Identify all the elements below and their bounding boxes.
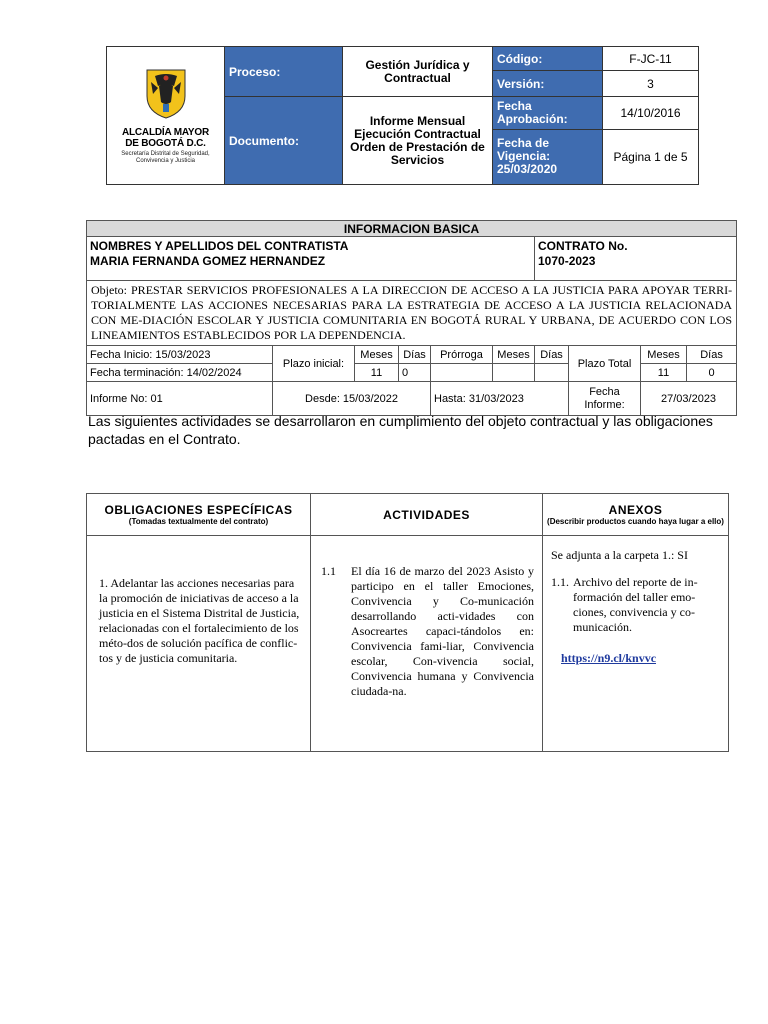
anexo-1-text: Archivo del reporte de in-formación del taller emo-ciones, convivencia y co-municación.: [573, 575, 698, 634]
obligaciones-subtitle: (Tomadas textualmente del contrato): [128, 517, 269, 526]
version-value: 3: [603, 71, 699, 97]
fecha-terminacion: Fecha terminación: 14/02/2024: [87, 364, 273, 382]
proceso-value: Gestión Jurídica y Contractual: [343, 47, 493, 97]
plazo-total-label: Plazo Total: [569, 346, 641, 382]
proceso-label: Proceso:: [225, 47, 343, 97]
logo-cell: [107, 47, 225, 185]
plazo-inicial-meses: 11: [355, 364, 399, 382]
plazo-total-meses-label: Meses: [641, 346, 687, 364]
prorroga-dias: [535, 364, 569, 382]
obligacion-1-text: 1. Adelantar las acciones necesarias para la promoción de iniciativas de acceso a la justicia en el Sistema Distrital de Justicia, relacionadas con el fortalecimiento de los méto-dos de solución pacífica de conflic-tos y de justicia comunitaria.: [99, 576, 300, 665]
contrato-cell: [535, 237, 737, 281]
contratista-cell: [87, 237, 535, 281]
actividad-1: [321, 564, 534, 699]
fecha-informe-label: Fecha Informe:: [569, 382, 641, 416]
logo-title: [107, 127, 224, 149]
anexos-header: [543, 494, 729, 536]
anexo-cell: [543, 536, 729, 752]
fecha-aprobacion-label: Fecha Aprobación:: [493, 97, 603, 129]
anexo-1-number: 1.1.: [551, 575, 569, 589]
plazo-total-meses: 11: [641, 364, 687, 382]
fecha-aprobacion-value: 14/10/2016: [603, 97, 699, 129]
obligaciones-table: [86, 493, 729, 752]
desde: Desde: 15/03/2022: [273, 382, 431, 416]
prorroga-dias-label: Días: [535, 346, 569, 364]
intro-paragraph: Las siguientes actividades se desarrollaron en cumplimiento del objeto contractual y las obligaciones pactadas en el Contrato.: [88, 413, 713, 447]
anexo-1: [551, 575, 720, 635]
informacion-basica-table: [86, 220, 737, 416]
logo-title-line-1: ALCALDÍA MAYOR: [121, 127, 209, 138]
version-label: Versión:: [493, 71, 603, 97]
fecha-vigencia-label: Fecha de Vigencia: 25/03/2020: [493, 129, 603, 184]
plazo-total-dias: 0: [687, 364, 737, 382]
obligaciones-header: [87, 494, 311, 536]
contrato-number: 1070-2023: [538, 254, 596, 268]
documento-label: Documento:: [225, 97, 343, 185]
logo-title-line-2: DE BOGOTÁ D.C.: [125, 138, 206, 149]
anexo-link[interactable]: https://n9.cl/knvvc: [561, 651, 657, 665]
informacion-basica-title: INFORMACION BASICA: [87, 221, 737, 237]
actividad-1-number: 1.1: [321, 564, 336, 578]
logo-subtitle-line-2: Convivencia y Justicia: [135, 158, 196, 164]
page-number: Página 1 de 5: [603, 129, 699, 184]
prorroga-empty: [431, 364, 493, 382]
coat-of-arms-icon: [141, 66, 191, 120]
prorroga-meses-label: Meses: [493, 346, 535, 364]
contratista-name: MARIA FERNANDA GOMEZ HERNANDEZ: [90, 254, 326, 268]
plazo-inicial-dias: 0: [399, 364, 431, 382]
objeto-text: Objeto: PRESTAR SERVICIOS PROFESIONALES A LA DIRECCION DE ACCESO A LA JUSTICIA PARA APOYAR TERRI-TORIALMENTE LAS ACCIONES NECESARIAS PARA LA ESTRATEGIA DE ACCESO A LA JUSTICIA RELACIONADA CON ME-DIACIÓN ESCOLAR Y JUSTICIA COMUNITARIA EN BOGOTÁ RURAL Y URBANA, DE ACUERDO CON LOS LINEAMIENTOS ESTABLECIDOS POR LA DEPENDENCIA.: [87, 281, 737, 346]
obligacion-cell: [87, 536, 311, 752]
actividad-cell: [311, 536, 543, 752]
document-header: [106, 46, 699, 185]
contrato-label: CONTRATO No.: [538, 239, 628, 253]
anexos-title: ANEXOS: [608, 503, 663, 517]
obligaciones-title: OBLIGACIONES ESPECÍFICAS: [104, 503, 293, 517]
fecha-inicio: Fecha Inicio: 15/03/2023: [87, 346, 273, 364]
prorroga-meses: [493, 364, 535, 382]
codigo-label: Código:: [493, 47, 603, 71]
documento-value: Informe Mensual Ejecución Contractual Orden de Prestación de Servicios: [343, 97, 493, 185]
actividad-1-text: El día 16 de marzo del 2023 Asisto y participo en el taller Emociones, Convivencia y Co-municación desarrollando acti-vidades con Asocreartes capaci-tándolos en: Convivencia fami-liar, Convivencia escolar, Con-vivencia social, Convivencia humana y Convivencia ciudada-na.: [351, 564, 534, 698]
fecha-informe-value: 27/03/2023: [641, 382, 737, 416]
contratista-label: NOMBRES Y APELLIDOS DEL CONTRATISTA: [90, 239, 349, 253]
logo-subtitle: [107, 151, 224, 165]
plazo-inicial-dias-label: Días: [399, 346, 431, 364]
hasta: Hasta: 31/03/2023: [431, 382, 569, 416]
prorroga-label: Prórroga: [431, 346, 493, 364]
actividades-header: ACTIVIDADES: [311, 494, 543, 536]
plazo-inicial-meses-label: Meses: [355, 346, 399, 364]
logo-subtitle-line-1: Secretaría Distrital de Seguridad,: [121, 151, 210, 157]
plazo-inicial-label: Plazo inicial:: [273, 346, 355, 382]
anexo-carpeta: Se adjunta a la carpeta 1.: SI: [551, 548, 688, 562]
plazo-total-dias-label: Días: [687, 346, 737, 364]
informe-no: Informe No: 01: [87, 382, 273, 416]
codigo-value: F-JC-11: [603, 47, 699, 71]
anexos-subtitle: (Describir productos cuando haya lugar a ello): [547, 517, 724, 526]
